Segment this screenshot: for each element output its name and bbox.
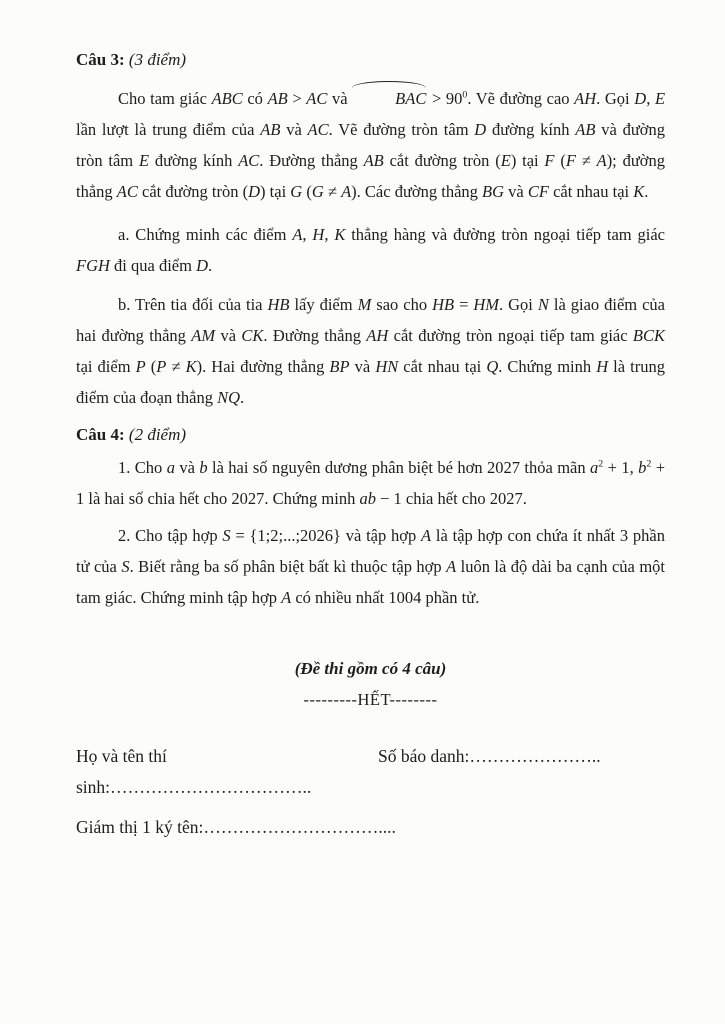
cau3-part-b: b. Trên tia đối của tia HB lấy điểm M sao cho HB = HM. Gọi N là giao điểm của hai đường thẳng AM và CK. Đường thẳng AH cắt đường tròn ngoại tiếp tam giác BCK tại điểm P (P ≠ K). Hai đường thẳng BP và HN cắt nhau tại Q. Chứng minh H là trung điểm của đoạn thẳng NQ.	[76, 295, 666, 407]
exam-note: (Đề thi gồm có 4 câu)	[294, 659, 447, 678]
cau3-part-a: a. Chứng minh các điểm A, H, K thẳng hàng và đường tròn ngoại tiếp tam giác FGH đi qua điểm D.	[76, 225, 665, 275]
signature-row-1	[76, 741, 665, 803]
cau4-heading: Câu 4: (2 điểm)	[76, 425, 187, 444]
cau3-intro: Cho tam giác ABC có AB > AC và BAC > $90^0$. Vẽ đường cao AH. Gọi D, E lần lượt là trung điểm của AB và AC. Vẽ đường tròn tâm D đường kính AB và đường tròn tâm E đường kính AC. Đường thẳng AB cắt đường tròn (E) tại F (F ≠ A); đường thẳng AC cắt đường tròn (D) tại G (G ≠ A). Các đường thẳng BG và CF cắt nhau tại K.	[76, 83, 665, 207]
cau3-heading: Câu 3: (3 điểm)	[76, 50, 187, 69]
cau4-part-2: 2. Cho tập hợp S = {1;2;...;2026} và tập hợp A là tập hợp con chứa ít nhất 3 phần tử của S. Biết rằng ba số phân biệt bất kì thuộc tập hợp A luôn là độ dài ba cạnh của một tam giác. Chứng minh tập hợp A có nhiều nhất 1004 phần tử.	[76, 526, 666, 607]
candidate-name-line: Họ và tên thí sinh:……………………………..	[76, 746, 312, 797]
cau4-part-1: 1. Cho a và b là hai số nguyên dương phân biệt bé hơn 2027 thỏa mãn $a^2 + 1$, $b^2 + 1$ là hai số chia hết cho 2027. Chứng minh ab − 1 chia hết cho 2027.	[76, 458, 666, 508]
examiner-sign-line: Giám thị 1 ký tên:…………………………....	[76, 817, 396, 837]
signature-row-2	[76, 812, 665, 843]
registration-number-line: Số báo danh:…………………..	[378, 746, 601, 766]
closing-block	[76, 653, 665, 715]
signature-block	[76, 741, 665, 843]
het-line: ---------HẾT--------	[303, 690, 438, 709]
